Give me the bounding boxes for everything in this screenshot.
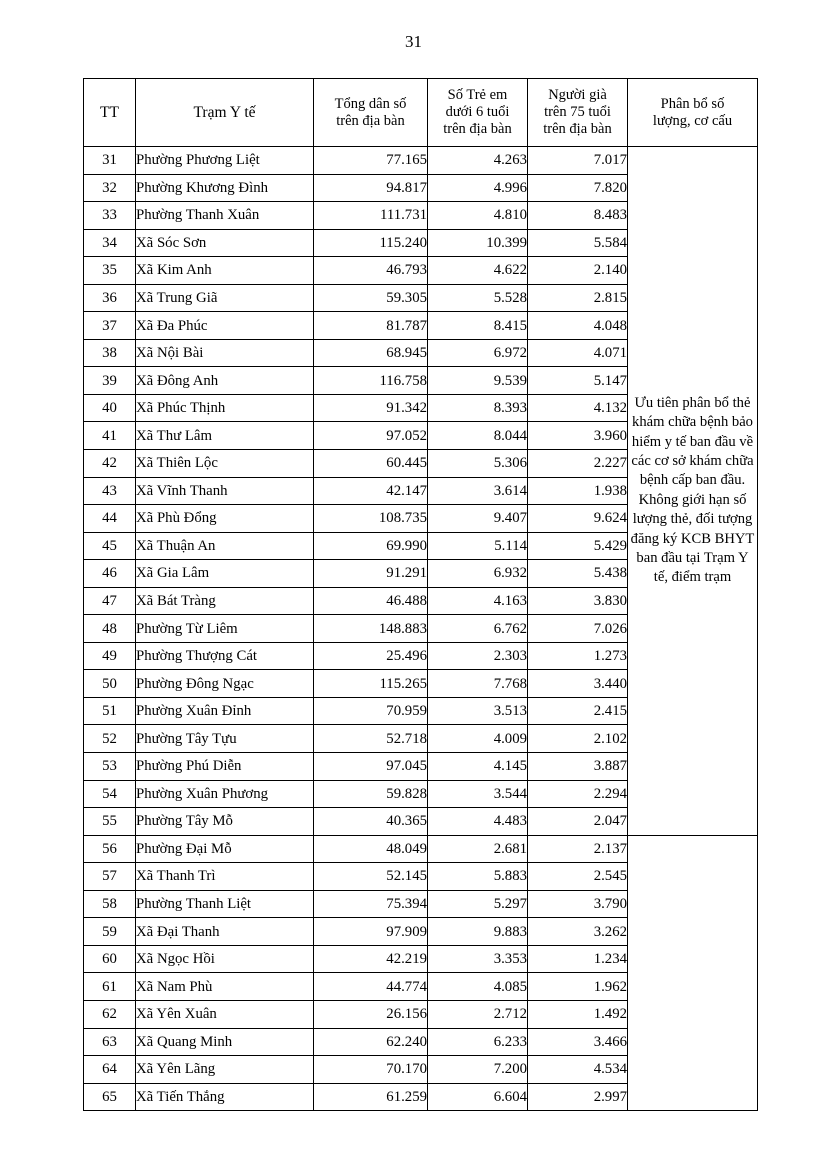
cell-population: 46.793 [314, 257, 428, 285]
cell-tt: 43 [84, 477, 136, 505]
cell-tt: 59 [84, 918, 136, 946]
cell-children-count: 4.996 [428, 174, 528, 202]
cell-tt: 35 [84, 257, 136, 285]
cell-elderly-count: 4.071 [528, 339, 628, 367]
cell-station-name: Xã Sóc Sơn [136, 229, 314, 257]
cell-station-name: Xã Yên Lãng [136, 1056, 314, 1084]
cell-population: 77.165 [314, 147, 428, 175]
table-header-row [84, 79, 758, 147]
cell-tt: 36 [84, 284, 136, 312]
cell-population: 61.259 [314, 1083, 428, 1111]
column-header-elderly-line3: trên địa bàn [543, 121, 612, 137]
cell-elderly-count: 9.624 [528, 505, 628, 533]
column-header-station [136, 79, 314, 147]
cell-station-name: Phường Thượng Cát [136, 642, 314, 670]
cell-population: 115.240 [314, 229, 428, 257]
column-header-allocation-line1: Phân bổ số [660, 95, 725, 112]
cell-tt: 45 [84, 532, 136, 560]
cell-population: 46.488 [314, 587, 428, 615]
cell-station-name: Phường Đông Ngạc [136, 670, 314, 698]
cell-children-count: 5.306 [428, 450, 528, 478]
cell-station-name: Phường Tây Mỗ [136, 808, 314, 836]
cell-tt: 47 [84, 587, 136, 615]
cell-station-name: Phường Thanh Xuân [136, 202, 314, 230]
cell-tt: 32 [84, 174, 136, 202]
cell-population: 26.156 [314, 1000, 428, 1028]
cell-population: 116.758 [314, 367, 428, 395]
cell-station-name: Xã Thư Lâm [136, 422, 314, 450]
cell-elderly-count: 5.438 [528, 560, 628, 588]
column-header-children-line2: dưới 6 tuổi [445, 104, 510, 120]
cell-station-name: Xã Vĩnh Thanh [136, 477, 314, 505]
column-header-elderly-line2: trên 75 tuổi [544, 104, 611, 120]
cell-elderly-count: 2.227 [528, 450, 628, 478]
cell-elderly-count: 2.997 [528, 1083, 628, 1111]
cell-tt: 56 [84, 835, 136, 863]
cell-children-count: 2.303 [428, 642, 528, 670]
column-header-elderly-line1: Người già [548, 87, 607, 103]
cell-children-count: 7.200 [428, 1056, 528, 1084]
cell-tt: 50 [84, 670, 136, 698]
cell-elderly-count: 2.545 [528, 863, 628, 891]
cell-elderly-count: 7.026 [528, 615, 628, 643]
cell-population: 115.265 [314, 670, 428, 698]
cell-children-count: 4.622 [428, 257, 528, 285]
cell-children-count: 3.353 [428, 945, 528, 973]
cell-elderly-count: 2.815 [528, 284, 628, 312]
cell-elderly-count: 7.017 [528, 147, 628, 175]
cell-population: 42.219 [314, 945, 428, 973]
cell-tt: 40 [84, 394, 136, 422]
column-header-children-line3: trên địa bàn [443, 121, 512, 137]
cell-population: 59.305 [314, 284, 428, 312]
cell-tt: 41 [84, 422, 136, 450]
cell-elderly-count: 4.534 [528, 1056, 628, 1084]
cell-population: 70.170 [314, 1056, 428, 1084]
cell-population: 69.990 [314, 532, 428, 560]
cell-station-name: Xã Ngọc Hồi [136, 945, 314, 973]
cell-station-name: Xã Nội Bài [136, 339, 314, 367]
cell-children-count: 5.297 [428, 890, 528, 918]
cell-children-count: 4.009 [428, 725, 528, 753]
cell-station-name: Xã Bát Tràng [136, 587, 314, 615]
cell-tt: 60 [84, 945, 136, 973]
cell-elderly-count: 3.960 [528, 422, 628, 450]
cell-station-name: Xã Đa Phúc [136, 312, 314, 340]
cell-elderly-count: 3.440 [528, 670, 628, 698]
cell-elderly-count: 1.234 [528, 945, 628, 973]
cell-children-count: 6.233 [428, 1028, 528, 1056]
cell-tt: 44 [84, 505, 136, 533]
column-header-elderly [528, 79, 628, 147]
cell-population: 94.817 [314, 174, 428, 202]
cell-population: 97.052 [314, 422, 428, 450]
cell-elderly-count: 3.830 [528, 587, 628, 615]
cell-station-name: Phường Khương Đình [136, 174, 314, 202]
column-header-station-line1: Trạm Y tế [193, 104, 256, 121]
cell-population: 91.342 [314, 394, 428, 422]
cell-population: 48.049 [314, 835, 428, 863]
cell-station-name: Xã Phù Đổng [136, 505, 314, 533]
cell-children-count: 9.407 [428, 505, 528, 533]
table-body [84, 147, 758, 1111]
cell-children-count: 4.145 [428, 753, 528, 781]
table-row [84, 835, 758, 863]
cell-elderly-count: 2.137 [528, 835, 628, 863]
cell-tt: 62 [84, 1000, 136, 1028]
cell-tt: 63 [84, 1028, 136, 1056]
health-station-table [83, 78, 758, 1111]
cell-station-name: Xã Đại Thanh [136, 918, 314, 946]
cell-elderly-count: 5.147 [528, 367, 628, 395]
cell-population: 81.787 [314, 312, 428, 340]
cell-station-name: Xã Đông Anh [136, 367, 314, 395]
cell-population: 52.145 [314, 863, 428, 891]
cell-population: 97.909 [314, 918, 428, 946]
cell-elderly-count: 2.047 [528, 808, 628, 836]
cell-elderly-count: 7.820 [528, 174, 628, 202]
cell-children-count: 4.263 [428, 147, 528, 175]
cell-children-count: 6.932 [428, 560, 528, 588]
cell-elderly-count: 2.294 [528, 780, 628, 808]
cell-tt: 54 [84, 780, 136, 808]
cell-elderly-count: 3.262 [528, 918, 628, 946]
cell-children-count: 5.114 [428, 532, 528, 560]
cell-population: 148.883 [314, 615, 428, 643]
cell-station-name: Phường Xuân Đỉnh [136, 697, 314, 725]
cell-tt: 49 [84, 642, 136, 670]
cell-station-name: Xã Quang Minh [136, 1028, 314, 1056]
cell-population: 70.959 [314, 697, 428, 725]
cell-children-count: 5.883 [428, 863, 528, 891]
cell-tt: 38 [84, 339, 136, 367]
column-header-children-line1: Số Trẻ em [447, 87, 508, 103]
cell-station-name: Xã Phúc Thịnh [136, 394, 314, 422]
cell-elderly-count: 8.483 [528, 202, 628, 230]
cell-population: 68.945 [314, 339, 428, 367]
cell-elderly-count: 1.938 [528, 477, 628, 505]
cell-children-count: 3.614 [428, 477, 528, 505]
cell-children-count: 6.604 [428, 1083, 528, 1111]
cell-tt: 52 [84, 725, 136, 753]
cell-population: 111.731 [314, 202, 428, 230]
cell-tt: 42 [84, 450, 136, 478]
cell-elderly-count: 1.962 [528, 973, 628, 1001]
cell-children-count: 8.415 [428, 312, 528, 340]
health-station-table-container [83, 78, 757, 1111]
cell-tt: 37 [84, 312, 136, 340]
cell-tt: 65 [84, 1083, 136, 1111]
cell-allocation-note: Ưu tiên phân bổ thẻ khám chữa bệnh bảo hiểm y tế ban đầu về các cơ sở khám chữa bệnh cấp ban đầu. Không giới hạn số lượng thẻ, đối tượng đăng ký KCB BHYT ban đầu tại Trạm Y tế, điểm trạm [628, 147, 758, 836]
cell-population: 44.774 [314, 973, 428, 1001]
cell-elderly-count: 5.584 [528, 229, 628, 257]
cell-station-name: Phường Xuân Phương [136, 780, 314, 808]
cell-tt: 39 [84, 367, 136, 395]
cell-population: 40.365 [314, 808, 428, 836]
cell-station-name: Phường Tây Tựu [136, 725, 314, 753]
column-header-allocation [628, 79, 758, 147]
cell-elderly-count: 4.132 [528, 394, 628, 422]
cell-tt: 51 [84, 697, 136, 725]
cell-population: 42.147 [314, 477, 428, 505]
column-header-tt [84, 79, 136, 147]
cell-elderly-count: 5.429 [528, 532, 628, 560]
cell-station-name: Xã Thiên Lộc [136, 450, 314, 478]
table-row [84, 147, 758, 175]
cell-station-name: Xã Thanh Trì [136, 863, 314, 891]
cell-tt: 48 [84, 615, 136, 643]
column-header-children [428, 79, 528, 147]
cell-tt: 31 [84, 147, 136, 175]
cell-elderly-count: 3.887 [528, 753, 628, 781]
cell-children-count: 8.044 [428, 422, 528, 450]
column-header-population-line2: trên địa bàn [336, 112, 405, 129]
cell-station-name: Phường Phú Diễn [136, 753, 314, 781]
cell-station-name: Phường Thanh Liệt [136, 890, 314, 918]
cell-elderly-count: 2.140 [528, 257, 628, 285]
cell-station-name: Xã Tiến Thắng [136, 1083, 314, 1111]
cell-children-count: 5.528 [428, 284, 528, 312]
cell-children-count: 8.393 [428, 394, 528, 422]
cell-children-count: 2.712 [428, 1000, 528, 1028]
cell-children-count: 3.513 [428, 697, 528, 725]
cell-children-count: 10.399 [428, 229, 528, 257]
column-header-allocation-line2: lượng, cơ cấu [652, 112, 733, 129]
cell-station-name: Xã Kim Anh [136, 257, 314, 285]
page-number: 31 [405, 32, 422, 51]
cell-children-count: 2.681 [428, 835, 528, 863]
cell-population: 52.718 [314, 725, 428, 753]
cell-elderly-count: 2.102 [528, 725, 628, 753]
cell-station-name: Xã Trung Giã [136, 284, 314, 312]
cell-children-count: 6.762 [428, 615, 528, 643]
cell-tt: 55 [84, 808, 136, 836]
cell-children-count: 6.972 [428, 339, 528, 367]
cell-station-name: Phường Phương Liệt [136, 147, 314, 175]
cell-population: 91.291 [314, 560, 428, 588]
cell-children-count: 4.810 [428, 202, 528, 230]
cell-elderly-count: 4.048 [528, 312, 628, 340]
cell-elderly-count: 2.415 [528, 697, 628, 725]
cell-children-count: 9.539 [428, 367, 528, 395]
cell-station-name: Phường Từ Liêm [136, 615, 314, 643]
cell-allocation-empty [628, 835, 758, 1110]
cell-children-count: 4.163 [428, 587, 528, 615]
cell-tt: 57 [84, 863, 136, 891]
cell-tt: 34 [84, 229, 136, 257]
cell-elderly-count: 3.790 [528, 890, 628, 918]
cell-population: 60.445 [314, 450, 428, 478]
column-header-tt-line1: TT [100, 104, 119, 121]
cell-elderly-count: 3.466 [528, 1028, 628, 1056]
cell-children-count: 3.544 [428, 780, 528, 808]
cell-children-count: 9.883 [428, 918, 528, 946]
cell-station-name: Xã Nam Phù [136, 973, 314, 1001]
cell-tt: 53 [84, 753, 136, 781]
cell-population: 97.045 [314, 753, 428, 781]
cell-elderly-count: 1.492 [528, 1000, 628, 1028]
cell-station-name: Xã Yên Xuân [136, 1000, 314, 1028]
cell-station-name: Xã Gia Lâm [136, 560, 314, 588]
cell-population: 75.394 [314, 890, 428, 918]
cell-station-name: Xã Thuận An [136, 532, 314, 560]
cell-population: 59.828 [314, 780, 428, 808]
table-header [84, 79, 758, 147]
cell-tt: 64 [84, 1056, 136, 1084]
cell-tt: 33 [84, 202, 136, 230]
cell-tt: 46 [84, 560, 136, 588]
cell-tt: 58 [84, 890, 136, 918]
cell-station-name: Phường Đại Mỗ [136, 835, 314, 863]
cell-population: 108.735 [314, 505, 428, 533]
cell-children-count: 4.085 [428, 973, 528, 1001]
cell-tt: 61 [84, 973, 136, 1001]
cell-elderly-count: 1.273 [528, 642, 628, 670]
cell-population: 25.496 [314, 642, 428, 670]
cell-children-count: 7.768 [428, 670, 528, 698]
cell-population: 62.240 [314, 1028, 428, 1056]
cell-children-count: 4.483 [428, 808, 528, 836]
column-header-population-line1: Tổng dân số [334, 95, 407, 112]
column-header-population [314, 79, 428, 147]
